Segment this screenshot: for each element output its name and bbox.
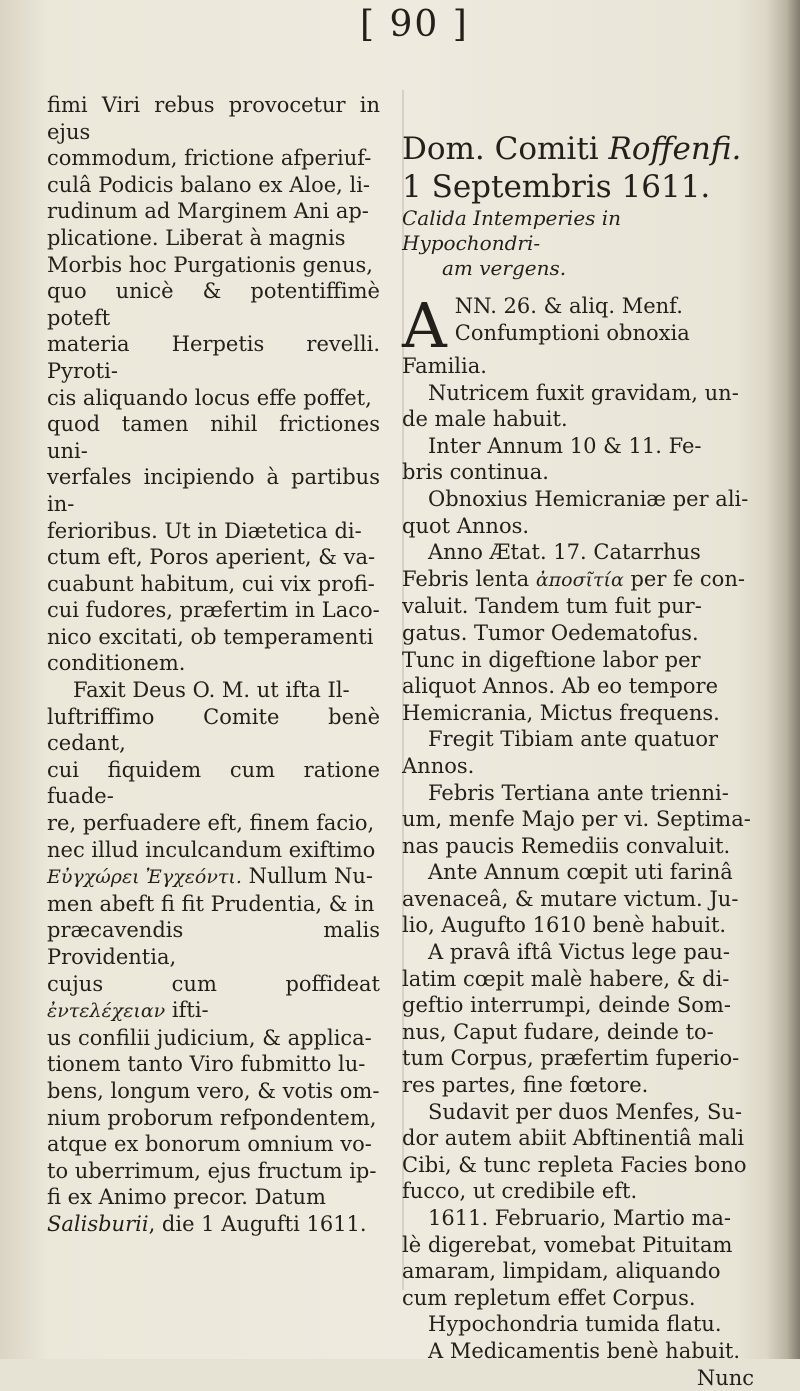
text-line: Annos. — [402, 753, 475, 778]
text-line — [47, 971, 380, 1025]
text-line — [47, 863, 380, 891]
text-line: dor autem abiit Abftinentiâ mali — [402, 1126, 745, 1151]
text-line — [402, 566, 754, 594]
greek-phrase: Εὐγχώρει Ἐγχεόντι. — [47, 866, 242, 889]
text-line: lè digerebat, vomebat Pituitam — [402, 1232, 733, 1257]
page-number: [ 90 ] — [360, 4, 469, 45]
text-line: Morbis hoc Purgationis genus, — [47, 252, 373, 277]
text-line: 1611. Februario, Martio ma- — [428, 1206, 731, 1230]
text-line: nus, Caput fudare, deinde to- — [402, 1019, 714, 1044]
text-line: Inter Annum 10 & 11. Fe- — [428, 433, 702, 458]
text-line: Febris Tertiana ante trienni- — [428, 780, 729, 805]
text-line: commodum, frictione afperiuf- — [47, 146, 372, 171]
case-subheading-cont: am vergens. — [442, 256, 567, 280]
text-line: cis aliquando locus effe poffet, — [47, 385, 372, 410]
text-line: nas paucis Remediis convaluit. — [402, 833, 731, 858]
text-line: conditionem. — [47, 651, 186, 676]
left-paragraph-1 — [47, 92, 380, 677]
text-line: cum repletum effet Corpus. — [402, 1285, 696, 1310]
text-line: Anno Ætat. 17. Catarrhus — [428, 540, 701, 565]
text-line: Fregit Tibiam ante quatuor — [428, 727, 719, 752]
text-line: Hemicrania, Mictus frequens. — [402, 700, 720, 725]
text-line: nico excitati, ob temperamenti — [47, 624, 374, 649]
text-line: Sudavit per duos Menfes, Su- — [428, 1099, 743, 1124]
greek-word: ἀποσῖτία — [535, 568, 624, 591]
text-line: quod tamen nihil frictiones uni- — [47, 412, 380, 463]
text-line: Nutricem fuxit gravidam, un- — [428, 380, 739, 405]
text-fragment: per fe con- — [623, 566, 745, 591]
text-fragment: Febris lenta — [402, 566, 536, 591]
right-column — [402, 130, 754, 1391]
text-line: Hypochondria tumida flatu. — [428, 1312, 722, 1337]
text-line: nium proborum refpondentem, — [47, 1105, 377, 1130]
text-line: cuabunt habitum, cui vix profi- — [47, 571, 375, 596]
page-edge-shadow — [766, 0, 800, 1359]
text-line: de male habuit. — [402, 407, 568, 432]
text-line: Tunc in digeftione labor per — [402, 647, 701, 672]
text-line: latim cœpit malè habere, & di- — [402, 966, 730, 991]
heading-recipient: Dom. Comiti — [402, 131, 609, 167]
text-line: ferioribus. Ut in Diætetica di- — [47, 518, 362, 543]
date-place: Salisburii — [47, 1211, 149, 1236]
text-line: aliquot Annos. Ab eo tempore — [402, 674, 719, 699]
text-line: materia Herpetis revelli. Pyroti- — [47, 332, 380, 383]
date-text: , die 1 Augufti 1611. — [148, 1211, 367, 1236]
text-line: atque ex bonorum omnium vo- — [47, 1132, 372, 1157]
text-line: to uberrimum, ejus fructum ip- — [47, 1158, 377, 1183]
text-line: um, menfe Majo per vi. Septima- — [402, 807, 751, 832]
case-history — [402, 289, 754, 1391]
text-line: fimi Viri rebus provocetur in ejus — [47, 93, 380, 144]
text-line: NN. 26. & aliq. Menf. — [454, 294, 683, 318]
text-line: tum Corpus, præfertim fuperio- — [402, 1046, 740, 1071]
text-line: tionem tanto Viro fubmitto lu- — [47, 1052, 366, 1077]
text-line: cui fiquidem cum ratione fuade- — [47, 757, 380, 809]
text-line: re, perfuadere eft, finem facio, — [47, 811, 375, 836]
greek-word: ἐντελέχειαν — [47, 1000, 166, 1023]
text-line: res partes, fine fœtore. — [402, 1073, 649, 1098]
case-subheading: Calida Intemperies in Hypochondri- — [402, 206, 622, 255]
text-line: ctum eft, Poros aperient, & va- — [47, 545, 376, 570]
heading-place: Roffenfi. — [608, 131, 742, 167]
text-fragment: Nullum Nu- — [241, 864, 374, 889]
text-line: verfales incipiendo à partibus in- — [47, 465, 380, 516]
text-line: luftriffimo Comite benè cedant, — [47, 704, 380, 756]
text-line: culâ Podicis balano ex Aloe, li- — [47, 172, 371, 197]
text-line: Cibi, & tunc repleta Facies bono — [402, 1152, 747, 1177]
text-line: fucco, ut credibile eft. — [402, 1179, 638, 1204]
text-line: A Medicamentis benè habuit. — [428, 1338, 741, 1363]
text-fragment: cujus cum poffideat — [47, 971, 380, 996]
text-line: us confilii judicium, & applica- — [47, 1025, 372, 1050]
text-line: valuit. Tandem tum fuit pur- — [402, 594, 702, 619]
catchword: Nunc — [696, 1365, 754, 1390]
left-column — [47, 92, 380, 1238]
text-line: bens, longum vero, & votis om- — [47, 1078, 380, 1103]
text-line: gatus. Tumor Oedematofus. — [402, 620, 699, 645]
text-line: Obnoxius Hemicraniæ per ali- — [428, 486, 749, 511]
text-line: quo unicè & potentiffimè poteft — [47, 279, 380, 330]
text-line: men abeft fi fit Prudentia, & in — [47, 891, 375, 916]
text-line: A pravâ iftâ Victus lege pau- — [428, 940, 730, 965]
text-line: Familia. — [402, 354, 487, 378]
text-line: præcavendis malis Providentia, — [47, 918, 380, 969]
date-line — [47, 1211, 380, 1238]
text-line: Confumptioni obnoxia — [454, 320, 690, 345]
text-line: cui fudores, præfertim in Laco- — [47, 598, 380, 623]
text-line: amaram, limpidam, aliquando — [402, 1259, 721, 1284]
text-line: avenaceâ, & mutare victum. Ju- — [402, 886, 739, 911]
text-fragment: ifti- — [165, 998, 209, 1023]
text-line: quot Annos. — [402, 513, 530, 538]
text-line: nec illud inculcandum exiftimo — [47, 837, 376, 862]
text-line: Ante Annum cœpit uti farinâ — [428, 860, 733, 885]
text-line: Faxit Deus O. M. ut ifta Il- — [73, 678, 350, 703]
text-line: plicatione. Liberat à magnis — [47, 225, 346, 250]
text-line: lio, Augufto 1610 benè habuit. — [402, 913, 727, 938]
text-line: bris continua. — [402, 460, 549, 485]
text-line: rudinum ad Marginem Ani ap- — [47, 199, 369, 224]
text-line: geftio interrumpi, deinde Som- — [402, 993, 731, 1018]
drop-cap: A — [402, 289, 447, 362]
letter-heading — [402, 130, 754, 168]
left-paragraph-2 — [47, 677, 380, 1237]
text-line: fi ex Animo precor. Datum — [47, 1185, 326, 1210]
letter-date: 1 Septembris 1611. — [402, 169, 711, 205]
